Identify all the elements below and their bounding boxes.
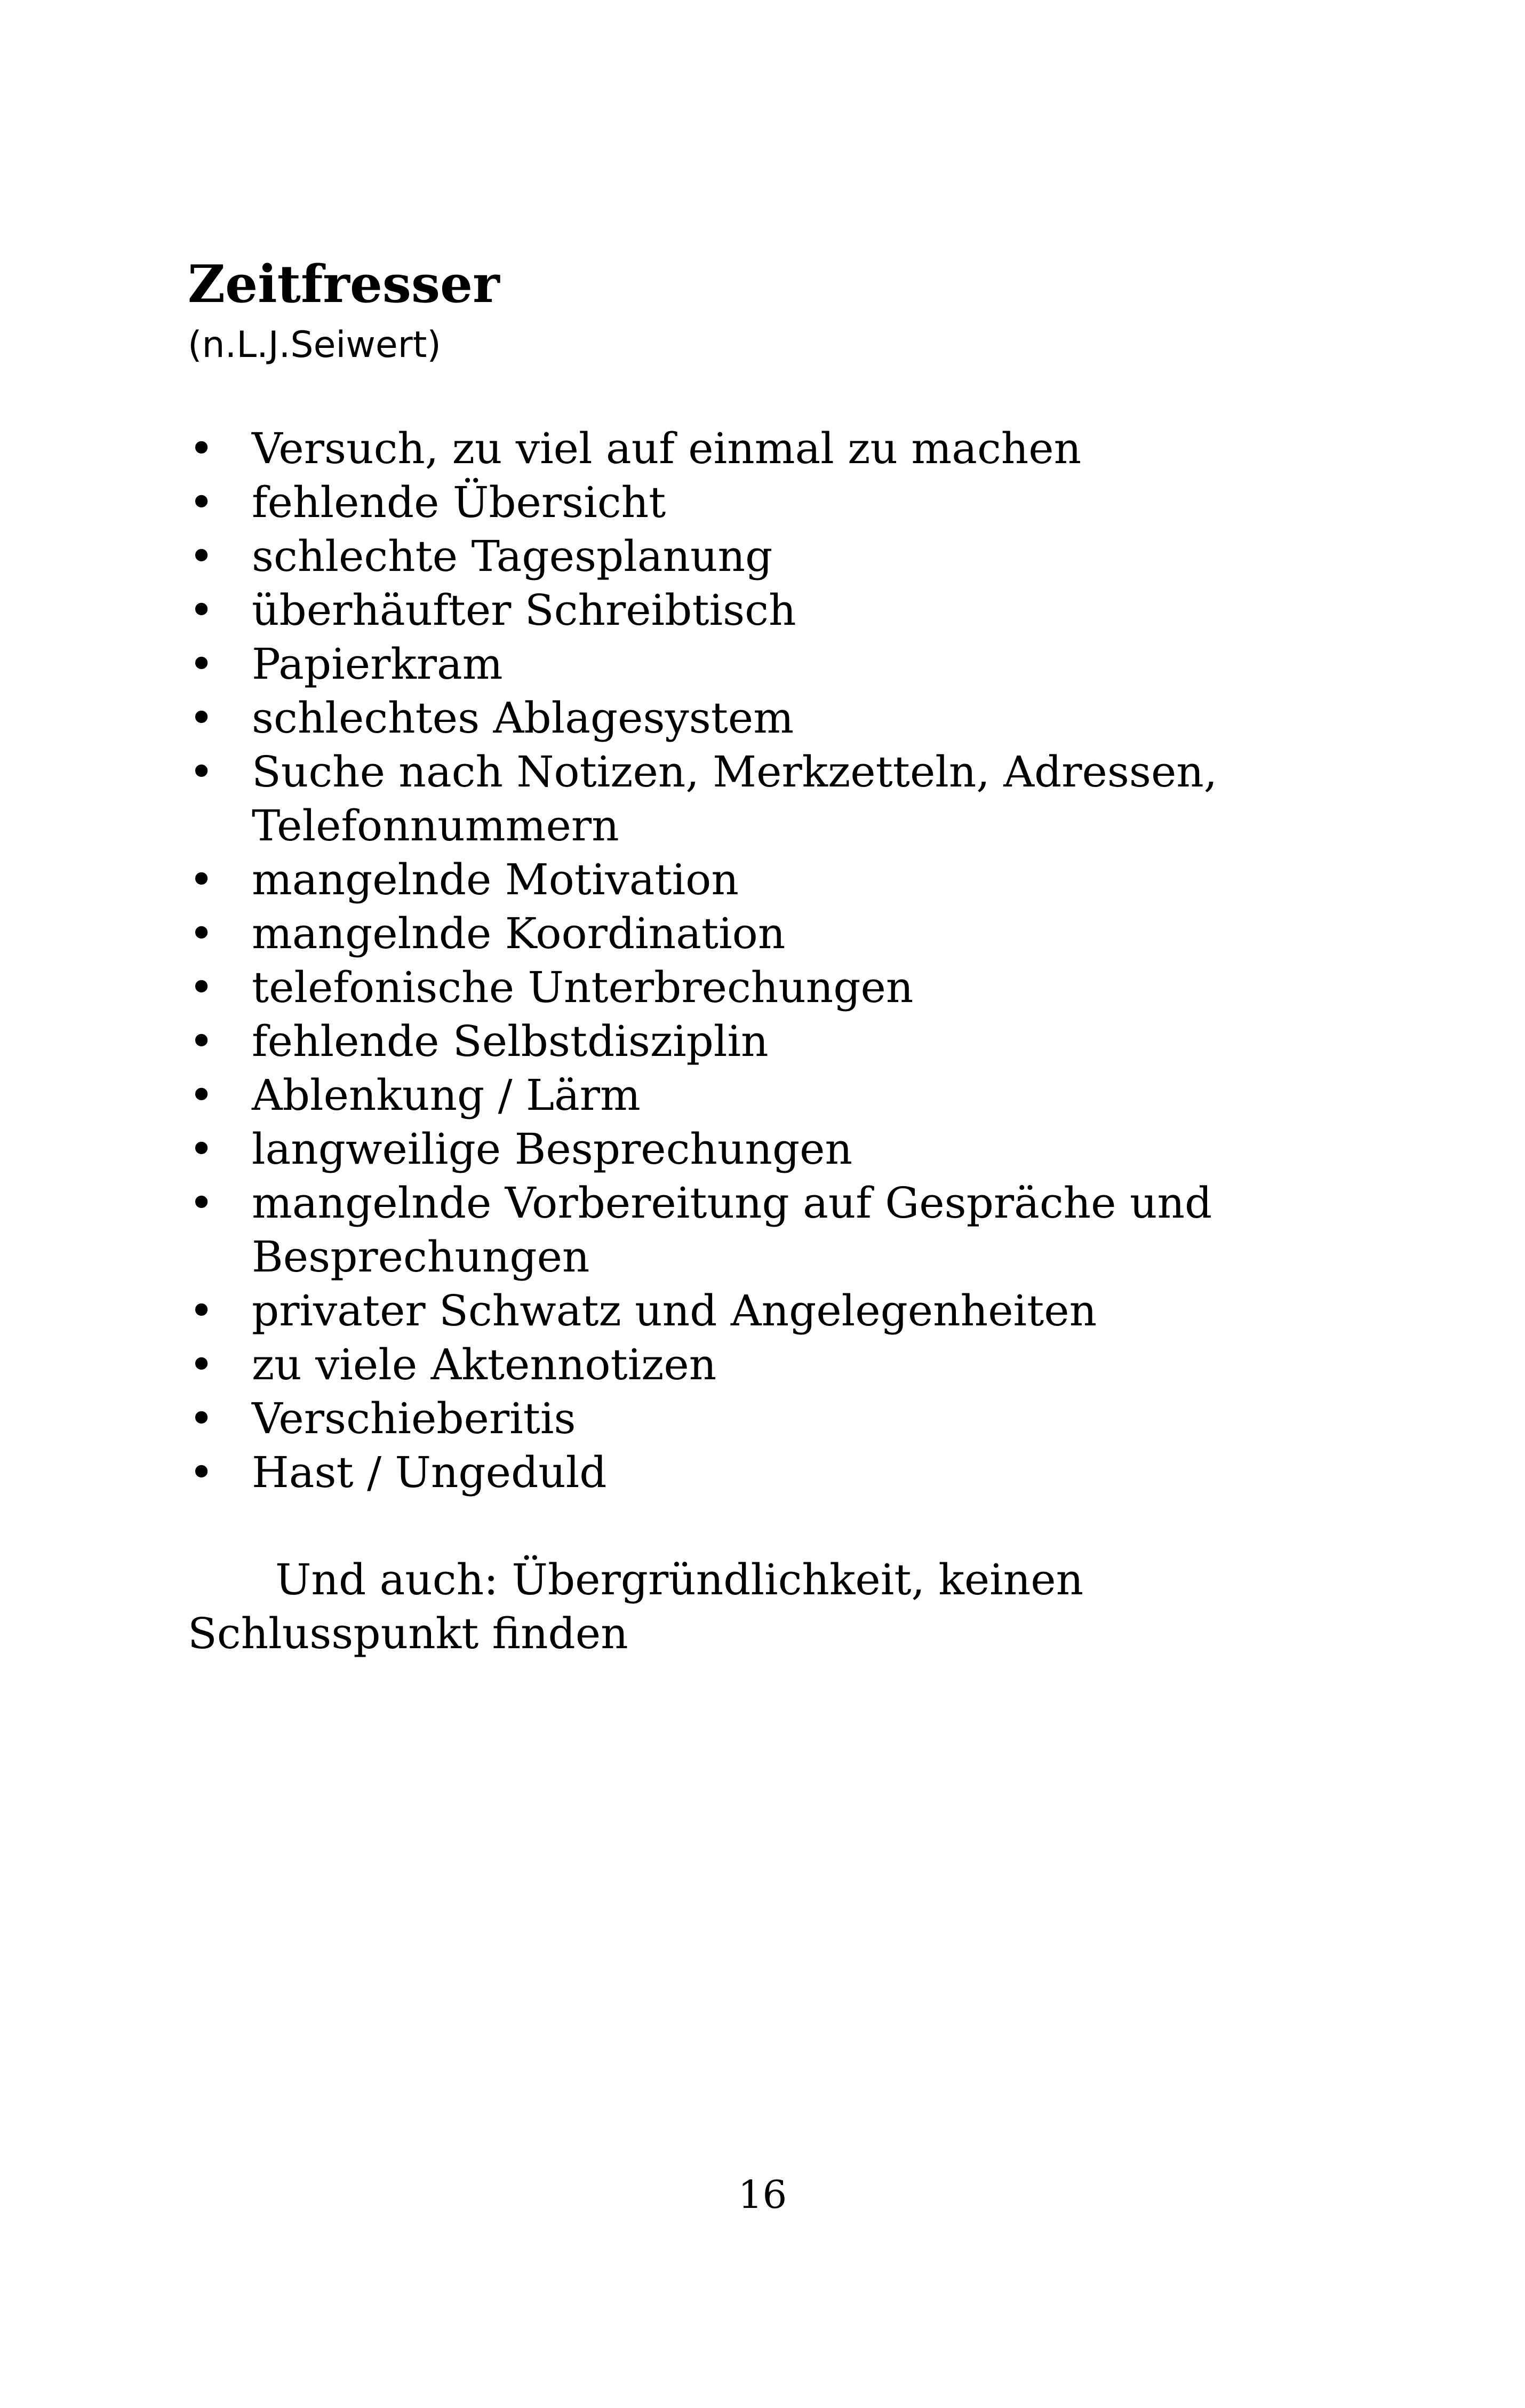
bullet-icon: •: [189, 909, 214, 958]
bullet-icon: •: [189, 1070, 214, 1120]
list-item: [188, 1445, 1335, 1499]
list-item: [188, 422, 1335, 475]
list-item-text: schlechtes Ablagesystem: [252, 693, 794, 743]
list-item-text: zu viele Aktennotizen: [252, 1340, 717, 1389]
page-number: 16: [738, 2172, 787, 2217]
list-item: [188, 1338, 1335, 1392]
list-item: [188, 691, 1335, 745]
list-item-text: Papierkram: [252, 639, 503, 689]
list-item-text: Versuch, zu viel auf einmal zu machen: [252, 424, 1082, 473]
list-item: [188, 1176, 1335, 1284]
list-item: [188, 745, 1335, 853]
bullet-icon: •: [189, 963, 214, 1012]
list-item: [188, 960, 1335, 1014]
list-item-text: Suche nach Notizen, Merkzetteln, Adressen, Telefonnummern: [252, 747, 1218, 851]
bullet-icon: •: [189, 1178, 214, 1228]
list-item: [188, 1014, 1335, 1068]
list-item: [188, 853, 1335, 907]
source-attribution: (n.L.J.Seiwert): [188, 324, 441, 366]
bullet-icon: •: [189, 1124, 214, 1174]
list-item: [188, 475, 1335, 529]
list-item: [188, 1068, 1335, 1122]
list-item: [188, 1122, 1335, 1176]
bullet-icon: •: [189, 1286, 214, 1336]
list-item: [188, 583, 1335, 637]
bullet-icon: •: [189, 531, 214, 581]
list-item-text: Verschieberitis: [252, 1394, 576, 1443]
list-item: [188, 907, 1335, 960]
list-item-text: fehlende Selbstdisziplin: [252, 1016, 769, 1066]
list-item-text: langweilige Besprechungen: [252, 1124, 853, 1174]
bullet-icon: •: [189, 1448, 214, 1497]
bullet-icon: •: [189, 747, 214, 797]
list-item: [188, 1392, 1335, 1445]
bullet-icon: •: [189, 639, 214, 689]
page-title: Zeitfresser: [188, 254, 500, 314]
list-item-text: schlechte Tagesplanung: [252, 531, 773, 581]
bullet-icon: •: [189, 478, 214, 527]
bullet-icon: •: [189, 1340, 214, 1389]
list-item-text: fehlende Übersicht: [252, 478, 666, 527]
bullet-icon: •: [189, 585, 214, 635]
bullet-icon: •: [189, 424, 214, 473]
list-item-text: überhäufter Schreibtisch: [252, 585, 796, 635]
list-item-text: mangelnde Koordination: [252, 909, 786, 958]
list-item-text: mangelnde Vorbereitung auf Gespräche und Besprechungen: [252, 1178, 1212, 1282]
list-item-text: Hast / Ungeduld: [252, 1448, 607, 1497]
bullet-icon: •: [189, 693, 214, 743]
time-waster-list: [188, 422, 1335, 1499]
list-item: [188, 529, 1335, 583]
list-item: [188, 637, 1335, 691]
bullet-icon: •: [189, 1394, 214, 1443]
list-item-text: mangelnde Motivation: [252, 855, 739, 904]
list-item: [188, 1284, 1335, 1338]
closing-paragraph: Und auch: Übergründlichkeit, keinen Schlusspunkt finden: [188, 1555, 1084, 1658]
list-item-text: Ablenkung / Lärm: [252, 1070, 641, 1120]
bullet-icon: •: [189, 855, 214, 904]
bullet-icon: •: [189, 1016, 214, 1066]
list-item-text: telefonische Unterbrechungen: [252, 963, 914, 1012]
list-item-text: privater Schwatz und Angelegenheiten: [252, 1286, 1097, 1336]
